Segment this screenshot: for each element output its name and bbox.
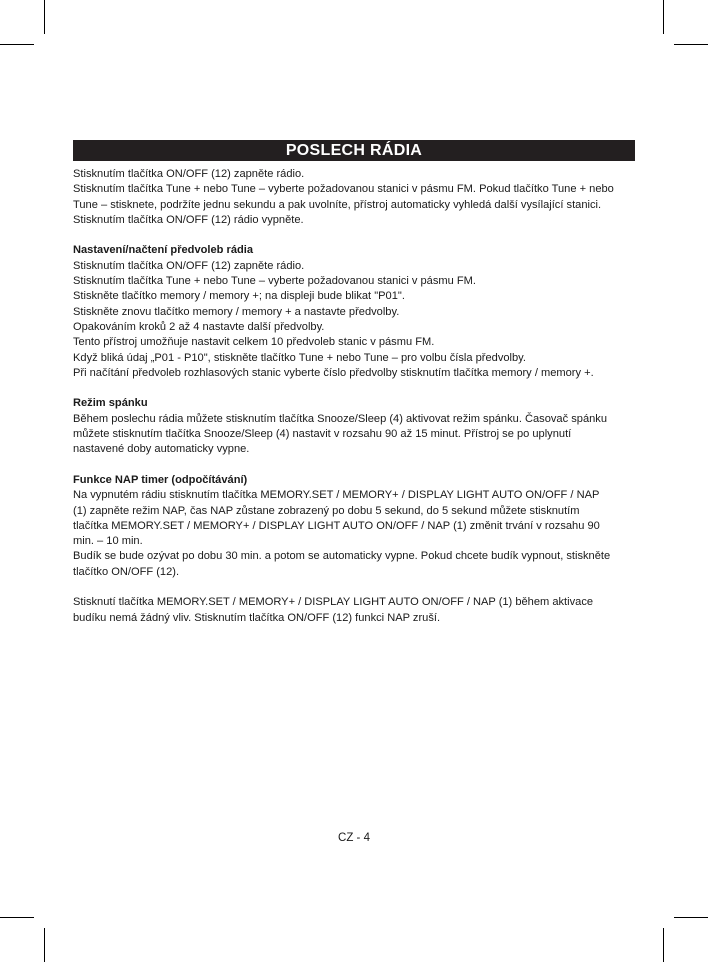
paragraph-line: Stisknutí tlačítka MEMORY.SET / MEMORY+ / DISPLAY LIGHT AUTO ON/OFF / NAP (1) během aktivace (73, 596, 594, 609)
document-body (73, 167, 639, 626)
page-number: CZ - 4 (338, 832, 370, 844)
section-heading-presets: Nastavení/načtení předvoleb rádia (73, 244, 254, 257)
section-heading-sleep: Režim spánku (73, 397, 148, 410)
paragraph-line: Stisknutím tlačítka ON/OFF (12) zapněte rádio. (73, 168, 305, 180)
crop-mark-bottom-left (44, 928, 45, 962)
paragraph-line: (1) zapněte režim NAP, čas NAP zůstane zobrazený po dobu 5 sekund, do 5 sekund můžete stisknutím (73, 504, 580, 517)
paragraph-line: Tune – stisknete, podržíte jednu sekundu a pak uvolníte, přístroj automaticky vyhledá další vysílající stanici. (73, 198, 602, 211)
paragraph-line: Stiskněte tlačítko memory / memory +; na displeji bude blikat "P01". (73, 290, 405, 303)
paragraph-line: Při načítání předvoleb rozhlasových stanic vyberte číslo předvolby stisknutím tlačítka memory / memory +. (73, 366, 594, 379)
paragraph-line: můžete stisknutím tlačítka Snooze/Sleep (4) nastavit v rozsahu 90 až 15 minut. Přístroj se po uplynutí (73, 428, 572, 441)
paragraph-line: Během poslechu rádia můžete stisknutím tlačítka Snooze/Sleep (4) aktivovat režim spánku. Časovač spánku (73, 412, 607, 425)
paragraph-line: Tento přístroj umožňuje nastavit celkem 10 předvoleb stanic v pásmu FM. (73, 336, 435, 349)
section-heading-nap: Funkce NAP timer (odpočítávání) (73, 473, 248, 486)
paragraph-line: tlačítko ON/OFF (12). (73, 565, 180, 578)
paragraph-line: budíku nemá žádný vliv. Stisknutím tlačítka ON/OFF (12) funkci NAP zruší. (73, 611, 441, 624)
paragraph-line: Když bliká údaj „P01 - P10", stiskněte tlačítko Tune + nebo Tune – pro volbu čísla předvolby. (73, 351, 526, 364)
crop-mark-bottom-left-h (0, 917, 34, 918)
paragraph-line: Opakováním kroků 2 až 4 nastavte další předvolby. (73, 320, 325, 333)
crop-mark-bottom-right-h (674, 917, 708, 918)
paragraph-line: Budík se bude ozývat po dobu 30 min. a potom se automaticky vypne. Pokud chcete budík vypnout, stiskněte (73, 550, 611, 563)
crop-mark-top-left (44, 0, 45, 34)
page-title: POSLECH RÁDIA (73, 140, 635, 161)
crop-mark-bottom-right (663, 928, 664, 962)
crop-mark-top-right-h (674, 44, 708, 45)
paragraph-line: Stisknutím tlačítka Tune + nebo Tune – vyberte požadovanou stanici v pásmu FM. (73, 275, 476, 288)
crop-mark-top-left-h (0, 44, 34, 45)
paragraph-line: tlačítka MEMORY.SET / MEMORY+ / DISPLAY LIGHT AUTO ON/OFF / NAP (1) změnit trvání v rozsahu 90 (73, 519, 600, 532)
paragraph-line: Stisknutím tlačítka Tune + nebo Tune – vyberte požadovanou stanici v pásmu FM. Pokud tlačítko Tune + nebo (73, 183, 614, 196)
paragraph-line: Stisknutím tlačítka ON/OFF (12) rádio vypněte. (73, 213, 304, 226)
crop-mark-top-right (663, 0, 664, 34)
paragraph-line: min. – 10 min. (73, 535, 143, 548)
paragraph-line: Stisknutím tlačítka ON/OFF (12) zapněte rádio. (73, 259, 305, 272)
paragraph-line: nastavené doby automaticky vypne. (73, 443, 250, 456)
paragraph-line: Stiskněte znovu tlačítko memory / memory + a nastavte předvolby. (73, 305, 400, 318)
paragraph-line: Na vypnutém rádiu stisknutím tlačítka MEMORY.SET / MEMORY+ / DISPLAY LIGHT AUTO ON/OFF / NAP (73, 489, 600, 502)
